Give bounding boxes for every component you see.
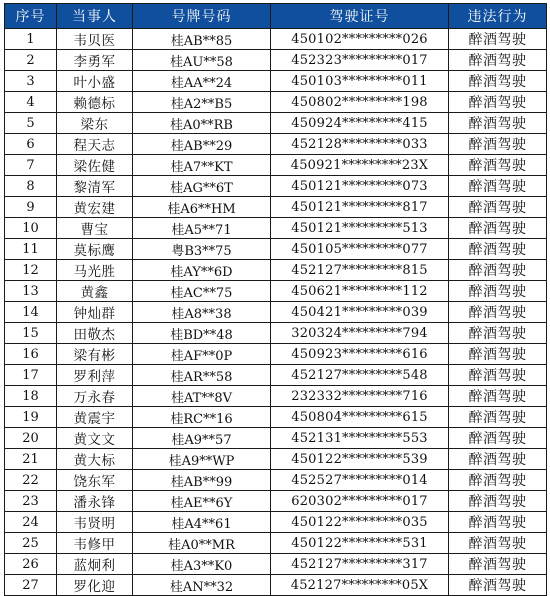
table-row (5, 260, 547, 281)
cell-serial-number: 2 (5, 50, 57, 71)
table-row (5, 29, 547, 50)
cell-serial-number: 19 (5, 407, 57, 428)
table-row (5, 428, 547, 449)
table-row (5, 176, 547, 197)
cell-serial-number: 22 (5, 470, 57, 491)
cell-violation: 醉酒驾驶 (449, 281, 547, 302)
cell-party-name: 黎清军 (57, 176, 133, 197)
cell-violation: 醉酒驾驶 (449, 575, 547, 596)
cell-violation: 醉酒驾驶 (449, 218, 547, 239)
cell-party-name: 韦修甲 (57, 533, 133, 554)
cell-plate-number: 桂A9**57 (133, 428, 271, 449)
cell-party-name: 韦贝医 (57, 29, 133, 50)
cell-license-number: 450804*********615 (271, 407, 449, 428)
table-row (5, 155, 547, 176)
table-row (5, 323, 547, 344)
cell-serial-number: 15 (5, 323, 57, 344)
cell-plate-number: 桂AB**99 (133, 470, 271, 491)
cell-plate-number: 桂A2**B5 (133, 92, 271, 113)
table-row (5, 113, 547, 134)
cell-violation: 醉酒驾驶 (449, 386, 547, 407)
table-row (5, 386, 547, 407)
cell-license-number: 450924*********415 (271, 113, 449, 134)
cell-plate-number: 桂AB**29 (133, 134, 271, 155)
cell-serial-number: 26 (5, 554, 57, 575)
cell-license-number: 450122*********531 (271, 533, 449, 554)
cell-license-number: 452127*********815 (271, 260, 449, 281)
cell-violation: 醉酒驾驶 (449, 134, 547, 155)
table-header-row (5, 4, 547, 29)
violation-table-container (4, 3, 546, 596)
cell-party-name: 曹宝 (57, 218, 133, 239)
cell-serial-number: 25 (5, 533, 57, 554)
cell-license-number: 450802*********198 (271, 92, 449, 113)
cell-license-number: 450121*********817 (271, 197, 449, 218)
table-row (5, 344, 547, 365)
cell-plate-number: 桂A9**WP (133, 449, 271, 470)
cell-party-name: 黄大标 (57, 449, 133, 470)
cell-plate-number: 桂AF**0P (133, 344, 271, 365)
cell-party-name: 李勇军 (57, 50, 133, 71)
cell-plate-number: 桂AG**6T (133, 176, 271, 197)
cell-violation: 醉酒驾驶 (449, 155, 547, 176)
cell-party-name: 罗化迎 (57, 575, 133, 596)
cell-license-number: 450421*********039 (271, 302, 449, 323)
cell-violation: 醉酒驾驶 (449, 491, 547, 512)
cell-serial-number: 3 (5, 71, 57, 92)
cell-plate-number: 桂AU**58 (133, 50, 271, 71)
cell-plate-number: 桂A6**HM (133, 197, 271, 218)
cell-plate-number: 桂A0**MR (133, 533, 271, 554)
cell-license-number: 450122*********539 (271, 449, 449, 470)
cell-violation: 醉酒驾驶 (449, 260, 547, 281)
cell-license-number: 450923*********616 (271, 344, 449, 365)
cell-party-name: 罗利萍 (57, 365, 133, 386)
cell-serial-number: 13 (5, 281, 57, 302)
cell-serial-number: 10 (5, 218, 57, 239)
cell-serial-number: 9 (5, 197, 57, 218)
cell-party-name: 潘永锋 (57, 491, 133, 512)
cell-party-name: 万永春 (57, 386, 133, 407)
cell-violation: 醉酒驾驶 (449, 29, 547, 50)
cell-license-number: 452127*********05X (271, 575, 449, 596)
cell-party-name: 梁东 (57, 113, 133, 134)
cell-plate-number: 桂AT**8V (133, 386, 271, 407)
cell-license-number: 232332*********716 (271, 386, 449, 407)
cell-license-number: 320324*********794 (271, 323, 449, 344)
table-row (5, 407, 547, 428)
cell-party-name: 韦贤明 (57, 512, 133, 533)
cell-serial-number: 12 (5, 260, 57, 281)
table-body (5, 29, 547, 596)
header-violation: 违法行为 (449, 4, 547, 29)
cell-license-number: 450121*********513 (271, 218, 449, 239)
cell-license-number: 452127*********548 (271, 365, 449, 386)
cell-violation: 醉酒驾驶 (449, 50, 547, 71)
violation-table (4, 3, 547, 596)
cell-serial-number: 8 (5, 176, 57, 197)
cell-violation: 醉酒驾驶 (449, 407, 547, 428)
cell-license-number: 620302*********017 (271, 491, 449, 512)
cell-serial-number: 6 (5, 134, 57, 155)
table-row (5, 134, 547, 155)
cell-violation: 醉酒驾驶 (449, 323, 547, 344)
table-row (5, 554, 547, 575)
cell-license-number: 452128*********033 (271, 134, 449, 155)
cell-violation: 醉酒驾驶 (449, 92, 547, 113)
cell-license-number: 452127*********317 (271, 554, 449, 575)
cell-serial-number: 4 (5, 92, 57, 113)
cell-plate-number: 粤B3**75 (133, 239, 271, 260)
table-row (5, 302, 547, 323)
cell-serial-number: 11 (5, 239, 57, 260)
cell-license-number: 452131*********553 (271, 428, 449, 449)
cell-plate-number: 桂A0**RB (133, 113, 271, 134)
table-row (5, 71, 547, 92)
cell-serial-number: 20 (5, 428, 57, 449)
cell-violation: 醉酒驾驶 (449, 344, 547, 365)
cell-party-name: 钟灿群 (57, 302, 133, 323)
cell-violation: 醉酒驾驶 (449, 365, 547, 386)
cell-violation: 醉酒驾驶 (449, 197, 547, 218)
table-row (5, 575, 547, 596)
table-row (5, 533, 547, 554)
cell-party-name: 马光胜 (57, 260, 133, 281)
table-row (5, 50, 547, 71)
cell-violation: 醉酒驾驶 (449, 428, 547, 449)
table-row (5, 281, 547, 302)
header-plate-number: 号牌号码 (133, 4, 271, 29)
cell-serial-number: 17 (5, 365, 57, 386)
header-serial-number: 序号 (5, 4, 57, 29)
cell-party-name: 黄宏建 (57, 197, 133, 218)
cell-license-number: 450921*********23X (271, 155, 449, 176)
cell-plate-number: 桂A4**61 (133, 512, 271, 533)
header-party-name: 当事人 (57, 4, 133, 29)
cell-violation: 醉酒驾驶 (449, 533, 547, 554)
cell-plate-number: 桂AC**75 (133, 281, 271, 302)
cell-plate-number: 桂AR**58 (133, 365, 271, 386)
cell-plate-number: 桂AB**85 (133, 29, 271, 50)
cell-serial-number: 23 (5, 491, 57, 512)
cell-plate-number: 桂AY**6D (133, 260, 271, 281)
cell-party-name: 黄震宇 (57, 407, 133, 428)
cell-serial-number: 21 (5, 449, 57, 470)
table-row (5, 449, 547, 470)
cell-violation: 醉酒驾驶 (449, 113, 547, 134)
table-row (5, 239, 547, 260)
table-row (5, 470, 547, 491)
cell-serial-number: 24 (5, 512, 57, 533)
cell-license-number: 450102*********026 (271, 29, 449, 50)
cell-license-number: 452323*********017 (271, 50, 449, 71)
cell-serial-number: 5 (5, 113, 57, 134)
cell-serial-number: 7 (5, 155, 57, 176)
cell-party-name: 叶小盛 (57, 71, 133, 92)
cell-license-number: 452527*********014 (271, 470, 449, 491)
cell-violation: 醉酒驾驶 (449, 449, 547, 470)
cell-violation: 醉酒驾驶 (449, 239, 547, 260)
cell-party-name: 黄鑫 (57, 281, 133, 302)
cell-plate-number: 桂A7**KT (133, 155, 271, 176)
cell-serial-number: 18 (5, 386, 57, 407)
cell-plate-number: 桂BD**48 (133, 323, 271, 344)
cell-party-name: 蓝炯利 (57, 554, 133, 575)
cell-license-number: 450103*********011 (271, 71, 449, 92)
cell-plate-number: 桂AE**6Y (133, 491, 271, 512)
cell-party-name: 黄文文 (57, 428, 133, 449)
cell-party-name: 田敬杰 (57, 323, 133, 344)
cell-plate-number: 桂AN**32 (133, 575, 271, 596)
cell-party-name: 赖德标 (57, 92, 133, 113)
table-row (5, 197, 547, 218)
table-row (5, 92, 547, 113)
cell-violation: 醉酒驾驶 (449, 512, 547, 533)
cell-serial-number: 1 (5, 29, 57, 50)
cell-violation: 醉酒驾驶 (449, 302, 547, 323)
table-row (5, 365, 547, 386)
cell-party-name: 程天志 (57, 134, 133, 155)
cell-license-number: 450105*********077 (271, 239, 449, 260)
cell-party-name: 梁佐健 (57, 155, 133, 176)
cell-plate-number: 桂RC**16 (133, 407, 271, 428)
cell-license-number: 450621*********112 (271, 281, 449, 302)
table-row (5, 512, 547, 533)
cell-plate-number: 桂A3**K0 (133, 554, 271, 575)
cell-party-name: 饶东军 (57, 470, 133, 491)
cell-party-name: 梁有彬 (57, 344, 133, 365)
cell-license-number: 450121*********073 (271, 176, 449, 197)
cell-serial-number: 27 (5, 575, 57, 596)
cell-violation: 醉酒驾驶 (449, 71, 547, 92)
table-row (5, 491, 547, 512)
header-license-number: 驾驶证号 (271, 4, 449, 29)
cell-plate-number: 桂A8**38 (133, 302, 271, 323)
cell-plate-number: 桂A5**71 (133, 218, 271, 239)
cell-plate-number: 桂AA**24 (133, 71, 271, 92)
cell-violation: 醉酒驾驶 (449, 554, 547, 575)
cell-serial-number: 14 (5, 302, 57, 323)
cell-party-name: 莫标鹰 (57, 239, 133, 260)
cell-license-number: 450122*********035 (271, 512, 449, 533)
cell-violation: 醉酒驾驶 (449, 176, 547, 197)
table-row (5, 218, 547, 239)
cell-serial-number: 16 (5, 344, 57, 365)
cell-violation: 醉酒驾驶 (449, 470, 547, 491)
